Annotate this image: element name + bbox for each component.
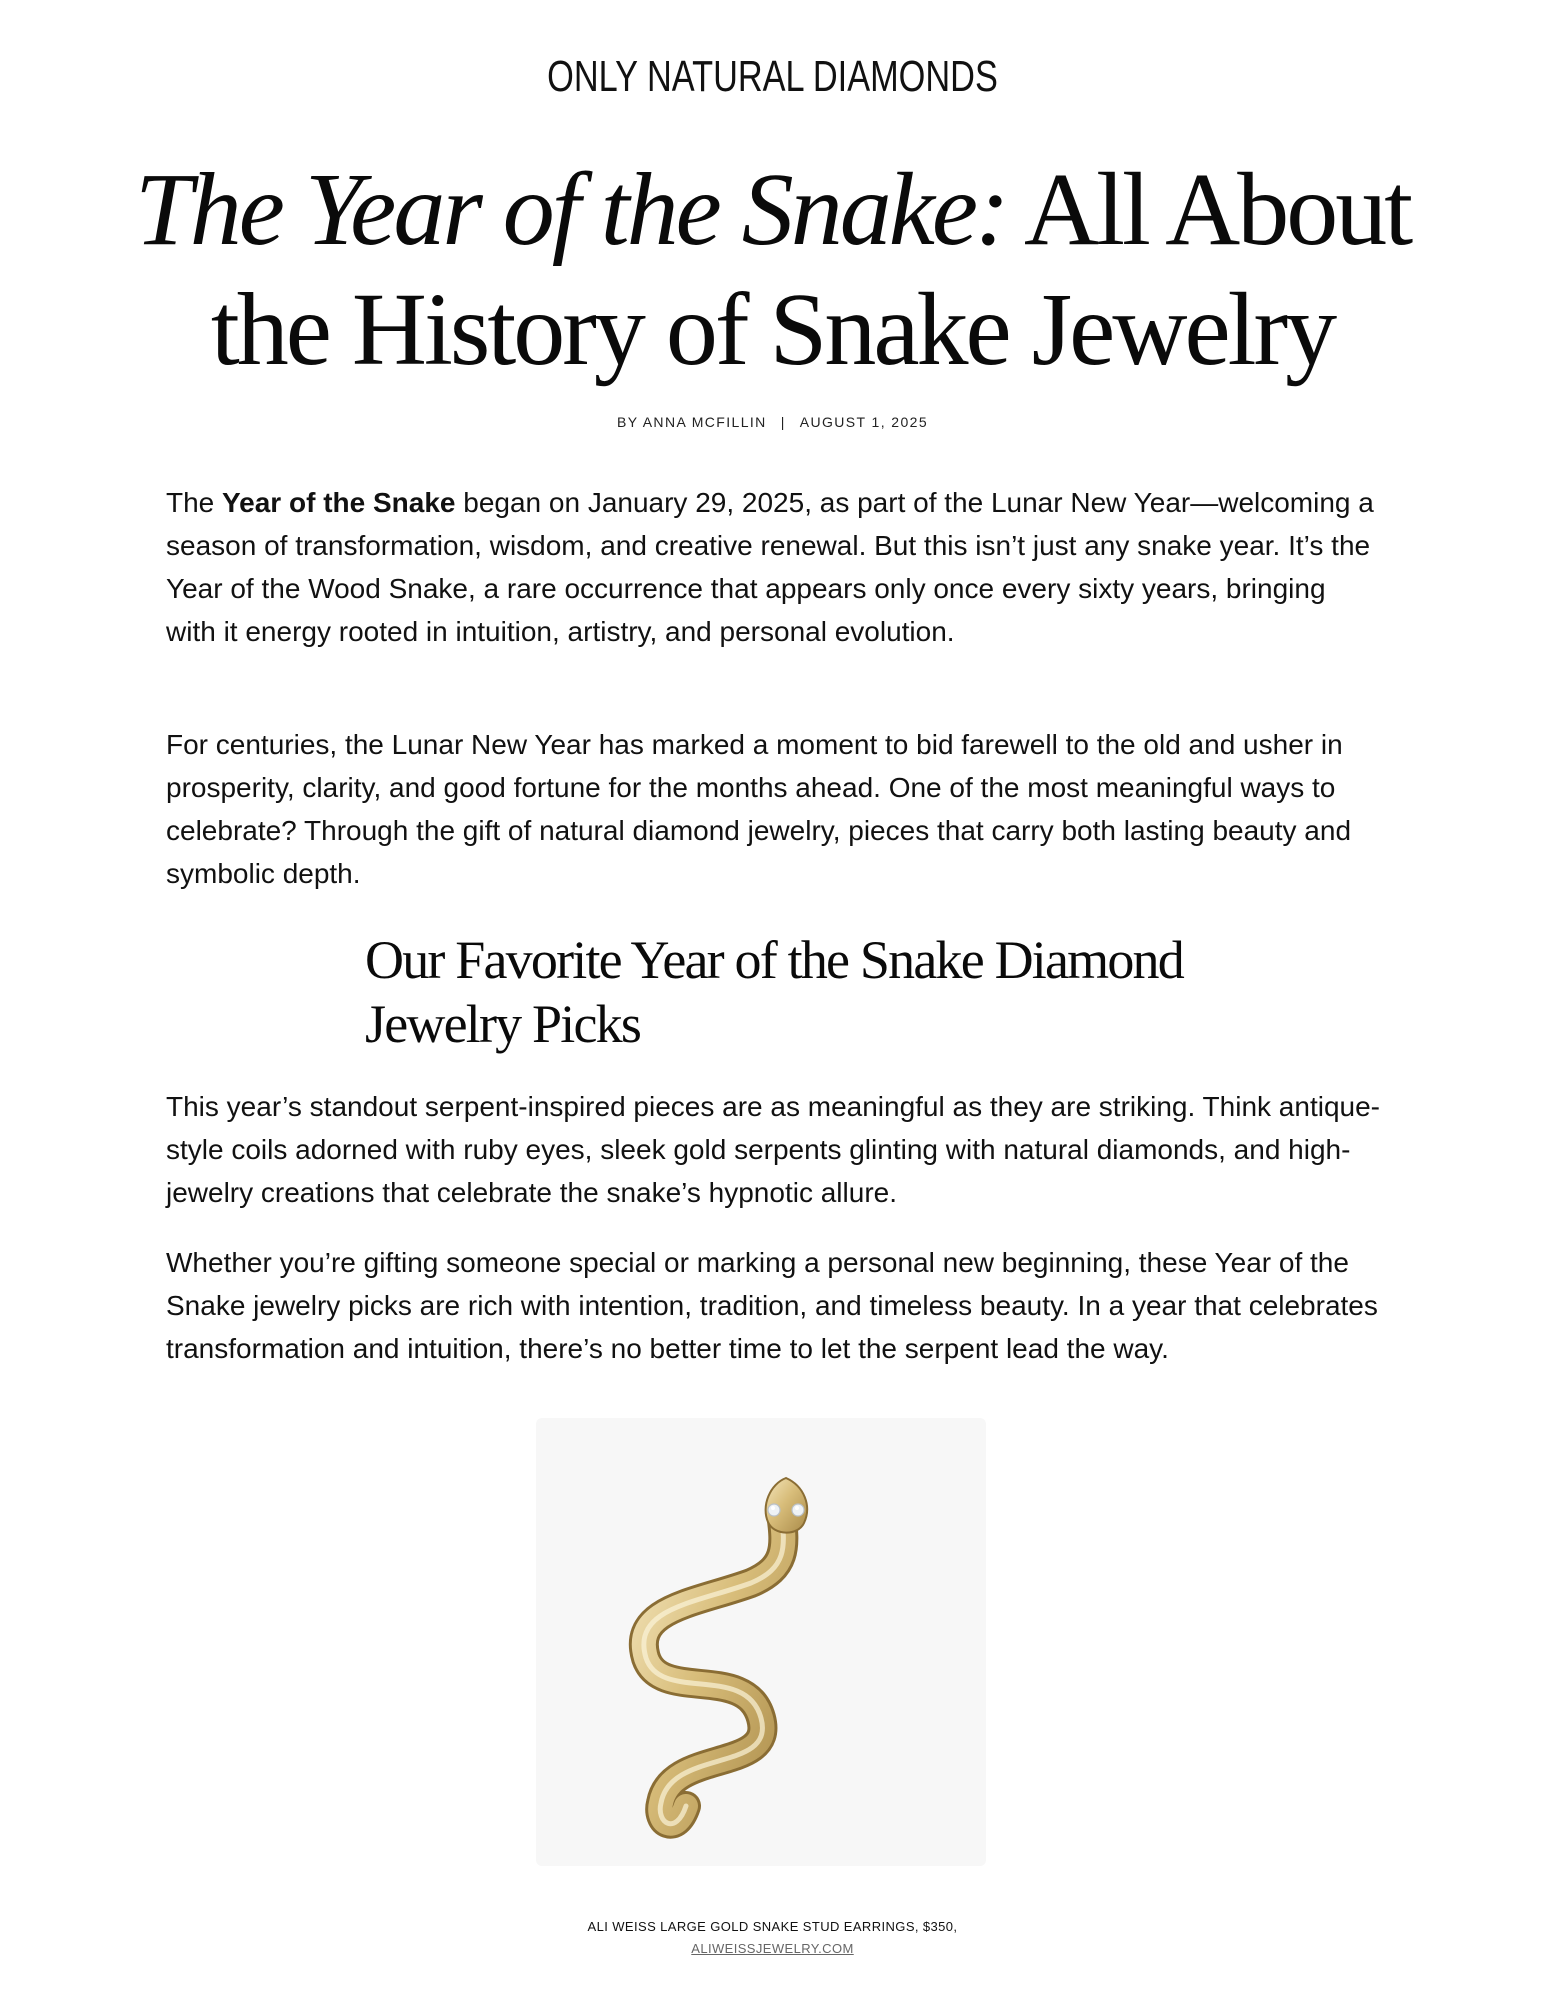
article-title (100, 150, 1445, 390)
paragraph-intro-bold: Year of the Snake (222, 487, 456, 518)
paragraph-lunar-new-year: For centuries, the Lunar New Year has marked a moment to bid farewell to the old and usher in prosperity, clarity, and good fortune for the months ahead. One of the most meaningful ways to celebrate? Through the gift of natural diamond jewelry, pieces that carry both lasting beauty and symbolic depth. (166, 729, 1352, 889)
article-title-rest: All About the History of Snake Jewelry (210, 152, 1411, 387)
paragraph-intro (166, 481, 1381, 653)
paragraph-standout-pieces: This year’s standout serpent-inspired pieces are as meaningful as they are striking. Think antique-style coils adorned with ruby eyes, sleek gold serpents glinting with natural diamonds, and high-jewelry creations that celebrate the snake’s hypnotic allure. (166, 1091, 1380, 1208)
product-link[interactable]: ALIWEISSJEWELRY.COM (691, 1941, 854, 1956)
paragraph-gifting: Whether you’re gifting someone special or marking a personal new beginning, these Year of the Snake jewelry picks are rich with intention, tradition, and timeless beauty. In a year that celebrates transformation and intuition, there’s no better time to let the serpent lead the way. (166, 1247, 1378, 1364)
product-caption-text: ALI WEISS LARGE GOLD SNAKE STUD EARRINGS, $350, (587, 1919, 958, 1934)
byline-separator: | (780, 414, 786, 430)
publish-date: AUGUST 1, 2025 (799, 414, 929, 430)
site-logo[interactable]: ONLY NATURAL DIAMONDS (547, 52, 998, 101)
section-heading: Our Favorite Year of the Snake Diamond Jewelry Picks (365, 930, 1183, 1054)
article-byline (0, 414, 1545, 430)
paragraph-intro-rest: began on January 29, 2025, as part of the Lunar New Year—welcoming a season of transformation, wisdom, and creative renewal. But this isn’t just any snake year. It’s the Year of the Wood Snake, a rare occurrence that appears only once every sixty years, bringing with it energy rooted in intuition, artistry, and personal evolution. (166, 487, 1374, 647)
gold-snake-earring-icon (536, 1418, 986, 1866)
product-caption (0, 1916, 1545, 1960)
article-title-italic: The Year of the Snake: (134, 152, 1007, 267)
paragraph-intro-lead: The (166, 487, 223, 518)
product-image[interactable] (536, 1418, 986, 1866)
author-name[interactable]: BY ANNA MCFILLIN (616, 414, 767, 430)
